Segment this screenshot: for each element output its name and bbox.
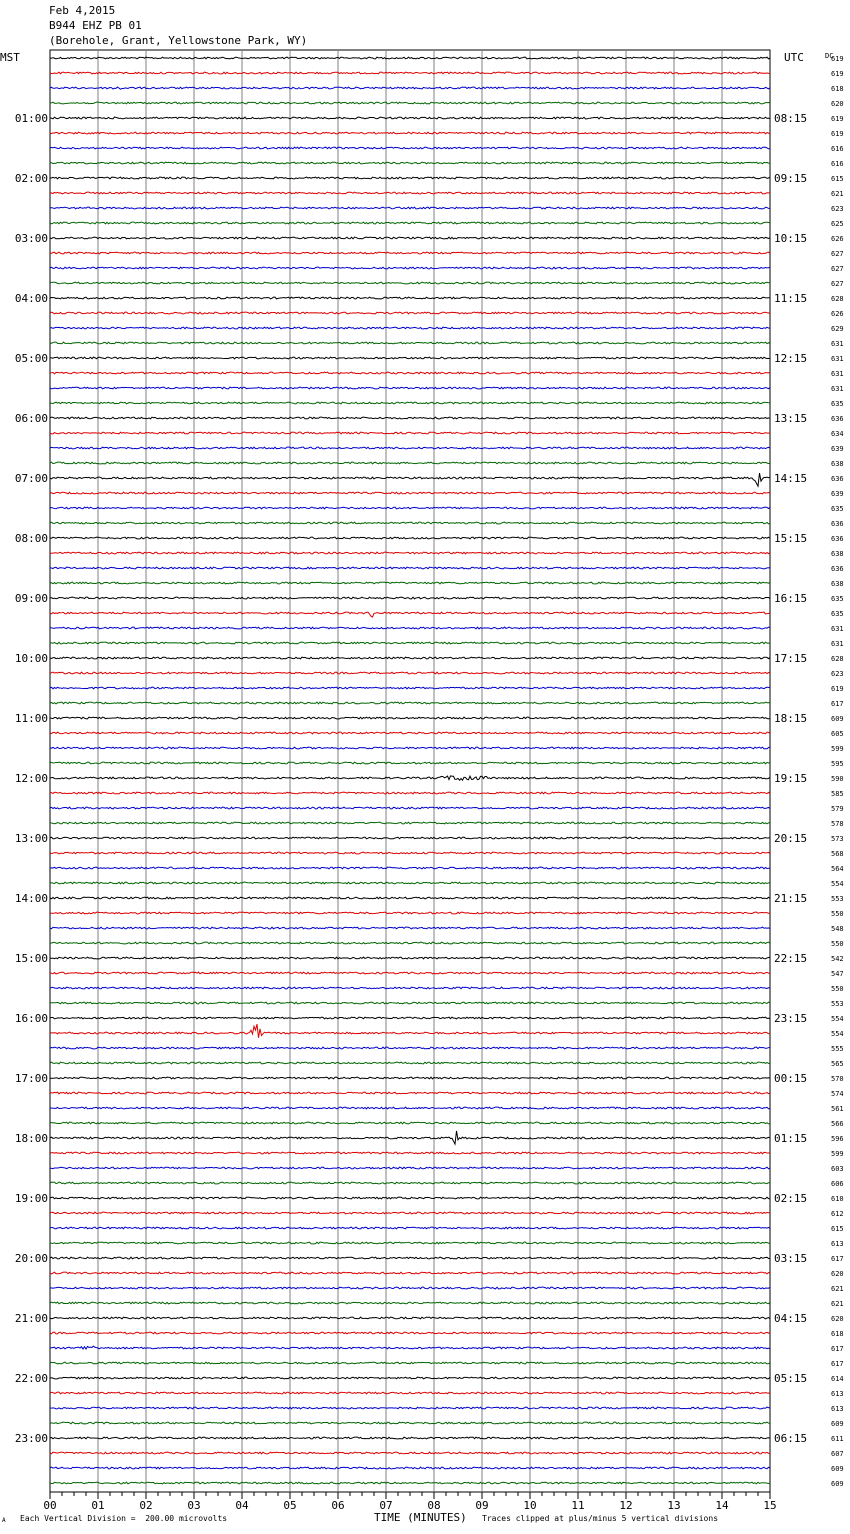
- trace-70: [50, 1092, 770, 1094]
- trace-92: [50, 1422, 770, 1424]
- trace-73: [50, 1131, 770, 1144]
- dc-offset-label: 542: [831, 955, 844, 963]
- station-location: (Borehole, Grant, Yellowstone Park, WY): [49, 34, 308, 47]
- trace-54: [50, 852, 770, 854]
- trace-55: [50, 867, 770, 869]
- x-tick-label: 11: [571, 1499, 585, 1512]
- trace-37: [50, 597, 770, 599]
- right-timezone-label: UTC: [784, 51, 804, 64]
- trace-57: [50, 897, 770, 899]
- left-hour-label: 19:00: [14, 1192, 48, 1205]
- left-hour-label: 15:00: [14, 952, 48, 965]
- dc-offset-label: 579: [831, 805, 844, 813]
- dc-offset-label: 610: [831, 1195, 844, 1203]
- trace-23: [50, 387, 770, 389]
- dc-offset-label: 603: [831, 1165, 844, 1173]
- dc-offset-label: 635: [831, 505, 844, 513]
- dc-offset-label: 561: [831, 1105, 844, 1113]
- dc-column-label: DC: [825, 52, 834, 60]
- trace-20: [50, 342, 770, 344]
- trace-71: [50, 1107, 770, 1109]
- trace-39: [50, 627, 770, 629]
- dc-offset-label: 554: [831, 880, 844, 888]
- trace-30: [50, 492, 770, 494]
- right-hour-label: 14:15: [774, 472, 808, 485]
- dc-offset-label: 550: [831, 910, 844, 918]
- plot-frame: [50, 50, 770, 1492]
- trace-49: [50, 776, 770, 780]
- dc-offset-label: 611: [831, 1435, 844, 1443]
- dc-offset-label: 553: [831, 895, 844, 903]
- trace-63: [50, 987, 770, 989]
- dc-offset-label: 623: [831, 670, 844, 678]
- left-hour-label: 18:00: [14, 1132, 48, 1145]
- dc-offset-label: 550: [831, 940, 844, 948]
- dc-offset-label: 621: [831, 1300, 844, 1308]
- dc-offset-label: 606: [831, 1180, 844, 1188]
- right-hour-label: 13:15: [774, 412, 808, 425]
- left-hour-label: 21:00: [14, 1312, 48, 1325]
- dc-offset-label: 638: [831, 580, 844, 588]
- dc-offset-label: 566: [831, 1120, 844, 1128]
- trace-56: [50, 882, 770, 884]
- dc-offset-label: 618: [831, 1330, 844, 1338]
- dc-offset-label: 631: [831, 355, 844, 363]
- trace-21: [50, 357, 770, 359]
- x-axis-label: TIME (MINUTES): [374, 1511, 467, 1524]
- right-hour-label: 15:15: [774, 532, 808, 545]
- dc-offset-label: 619: [831, 130, 844, 138]
- trace-7: [50, 147, 770, 149]
- left-hour-label: 17:00: [14, 1072, 48, 1085]
- dc-offset-label: 625: [831, 220, 844, 228]
- trace-88: [50, 1362, 770, 1364]
- dc-offset-label: 636: [831, 520, 844, 528]
- trace-13: [50, 237, 770, 239]
- trace-85: [50, 1317, 770, 1319]
- trace-44: [50, 702, 770, 704]
- right-hour-label: 17:15: [774, 652, 808, 665]
- trace-41: [50, 657, 770, 659]
- right-hour-label: 02:15: [774, 1192, 808, 1205]
- x-tick-label: 03: [187, 1499, 201, 1512]
- left-hour-label: 03:00: [14, 232, 48, 245]
- trace-14: [50, 252, 770, 254]
- dc-offset-label: 620: [831, 100, 844, 108]
- trace-51: [50, 807, 770, 809]
- left-hour-label: 09:00: [14, 592, 48, 605]
- right-hour-label: 16:15: [774, 592, 808, 605]
- trace-10: [50, 192, 770, 194]
- trace-64: [50, 1002, 770, 1004]
- right-hour-label: 20:15: [774, 832, 808, 845]
- trace-8: [50, 162, 770, 164]
- dc-offset-label: 612: [831, 1210, 844, 1218]
- left-hour-label: 07:00: [14, 472, 48, 485]
- trace-35: [50, 567, 770, 569]
- right-hour-label: 03:15: [774, 1252, 808, 1265]
- trace-84: [50, 1302, 770, 1304]
- dc-offset-label: 605: [831, 730, 844, 738]
- dc-offset-label: 621: [831, 190, 844, 198]
- right-hour-label: 21:15: [774, 892, 808, 905]
- dc-offset-label: 636: [831, 565, 844, 573]
- trace-29: [50, 473, 770, 486]
- trace-1: [50, 57, 770, 59]
- trace-78: [50, 1212, 770, 1214]
- trace-96: [50, 1482, 770, 1484]
- dc-offset-label: 619: [831, 115, 844, 123]
- dc-offset-label: 574: [831, 1090, 844, 1098]
- left-hour-label: 14:00: [14, 892, 48, 905]
- trace-67: [50, 1047, 770, 1049]
- dc-offset-label: 635: [831, 595, 844, 603]
- right-hour-label: 11:15: [774, 292, 808, 305]
- trace-75: [50, 1167, 770, 1169]
- station-id: B944 EHZ PB 01: [49, 19, 142, 32]
- dc-offset-label: 613: [831, 1405, 844, 1413]
- dc-offset-label: 617: [831, 1345, 844, 1353]
- dc-offset-label: 547: [831, 970, 844, 978]
- trace-69: [50, 1077, 770, 1079]
- dc-offset-label: 631: [831, 340, 844, 348]
- dc-offset-label: 553: [831, 1000, 844, 1008]
- right-hour-label: 00:15: [774, 1072, 808, 1085]
- dc-offset-label: 550: [831, 985, 844, 993]
- dc-offset-label: 617: [831, 1360, 844, 1368]
- dc-offset-label: 631: [831, 640, 844, 648]
- trace-40: [50, 642, 770, 644]
- trace-19: [50, 327, 770, 329]
- trace-82: [50, 1272, 770, 1274]
- trace-16: [50, 282, 770, 284]
- dc-offset-label: 609: [831, 1465, 844, 1473]
- right-hour-label: 22:15: [774, 952, 808, 965]
- x-tick-label: 08: [427, 1499, 441, 1512]
- trace-62: [50, 972, 770, 974]
- trace-12: [50, 222, 770, 224]
- trace-58: [50, 912, 770, 914]
- right-hour-label: 10:15: [774, 232, 808, 245]
- left-hour-label: 01:00: [14, 112, 48, 125]
- dc-offset-label: 613: [831, 1390, 844, 1398]
- x-tick-label: 01: [91, 1499, 105, 1512]
- dc-offset-label: 636: [831, 415, 844, 423]
- trace-61: [50, 957, 770, 959]
- x-tick-label: 00: [43, 1499, 57, 1512]
- dc-offset-label: 636: [831, 475, 844, 483]
- trace-5: [50, 117, 770, 119]
- trace-group: [50, 57, 770, 1484]
- trace-50: [50, 792, 770, 794]
- dc-offset-label: 619: [831, 70, 844, 78]
- dc-offset-label: 629: [831, 325, 844, 333]
- trace-25: [50, 417, 770, 419]
- x-tick-label: 14: [715, 1499, 729, 1512]
- trace-66: [50, 1024, 770, 1038]
- trace-76: [50, 1182, 770, 1184]
- trace-3: [50, 87, 770, 89]
- dc-offset-label: 628: [831, 295, 844, 303]
- x-tick-label: 15: [763, 1499, 777, 1512]
- left-timezone-label: MST: [0, 51, 20, 64]
- dc-offset-label: 620: [831, 1315, 844, 1323]
- dc-offset-label: 636: [831, 535, 844, 543]
- dc-offset-label: 619: [831, 685, 844, 693]
- x-tick-label: 10: [523, 1499, 537, 1512]
- dc-offset-label: 564: [831, 865, 844, 873]
- trace-38: [50, 612, 770, 617]
- left-hour-label: 05:00: [14, 352, 48, 365]
- left-hour-label: 06:00: [14, 412, 48, 425]
- left-hour-label: 13:00: [14, 832, 48, 845]
- dc-offset-label: 634: [831, 430, 844, 438]
- left-hour-label: 12:00: [14, 772, 48, 785]
- dc-offset-label: 631: [831, 625, 844, 633]
- x-tick-label: 09: [475, 1499, 489, 1512]
- right-hour-label: 06:15: [774, 1432, 808, 1445]
- left-hour-label: 23:00: [14, 1432, 48, 1445]
- clipping-note: Traces clipped at plus/minus 5 vertical divisions: [482, 1514, 719, 1523]
- left-hour-label: 04:00: [14, 292, 48, 305]
- x-tick-label: 13: [667, 1499, 681, 1512]
- trace-53: [50, 837, 770, 839]
- left-hour-label: 22:00: [14, 1372, 48, 1385]
- trace-60: [50, 942, 770, 944]
- dc-offset-label: 623: [831, 205, 844, 213]
- trace-33: [50, 537, 770, 539]
- record-date: Feb 4,2015: [49, 4, 116, 17]
- dc-offset-label: 585: [831, 790, 844, 798]
- trace-47: [50, 747, 770, 749]
- dc-offset-label: 631: [831, 370, 844, 378]
- label-group: [15, 55, 844, 1512]
- dc-offset-label: 609: [831, 1420, 844, 1428]
- trace-74: [50, 1152, 770, 1154]
- trace-9: [50, 177, 770, 179]
- dc-offset-label: 573: [831, 835, 844, 843]
- trace-43: [50, 687, 770, 689]
- trace-94: [50, 1452, 770, 1454]
- dc-offset-label: 568: [831, 850, 844, 858]
- trace-31: [50, 507, 770, 509]
- left-hour-label: 10:00: [14, 652, 48, 665]
- left-hour-label: 16:00: [14, 1012, 48, 1025]
- trace-86: [50, 1332, 770, 1334]
- trace-79: [50, 1227, 770, 1229]
- dc-offset-label: 617: [831, 700, 844, 708]
- trace-95: [50, 1467, 770, 1469]
- dc-offset-label: 627: [831, 265, 844, 273]
- dc-offset-label: 616: [831, 160, 844, 168]
- dc-offset-label: 570: [831, 1075, 844, 1083]
- right-hour-label: 05:15: [774, 1372, 808, 1385]
- right-hour-label: 19:15: [774, 772, 808, 785]
- dc-offset-label: 613: [831, 1240, 844, 1248]
- dc-offset-label: 565: [831, 1060, 844, 1068]
- dc-offset-label: 627: [831, 280, 844, 288]
- dc-offset-label: 599: [831, 745, 844, 753]
- x-tick-label: 04: [235, 1499, 249, 1512]
- trace-36: [50, 582, 770, 584]
- dc-offset-label: 548: [831, 925, 844, 933]
- trace-91: [50, 1407, 770, 1409]
- dc-offset-label: 554: [831, 1030, 844, 1038]
- trace-90: [50, 1392, 770, 1394]
- dc-offset-label: 615: [831, 175, 844, 183]
- trace-89: [50, 1377, 770, 1379]
- x-tick-label: 05: [283, 1499, 297, 1512]
- left-hour-label: 20:00: [14, 1252, 48, 1265]
- dc-offset-label: 618: [831, 85, 844, 93]
- x-tick-label: 07: [379, 1499, 393, 1512]
- x-tick-label: 12: [619, 1499, 633, 1512]
- dc-offset-label: 619: [831, 55, 844, 63]
- trace-2: [50, 72, 770, 74]
- trace-87: [50, 1346, 770, 1349]
- dc-offset-label: 621: [831, 1285, 844, 1293]
- dc-offset-label: 639: [831, 490, 844, 498]
- dc-offset-label: 616: [831, 145, 844, 153]
- dc-offset-label: 578: [831, 820, 844, 828]
- trace-59: [50, 927, 770, 929]
- trace-48: [50, 762, 770, 764]
- dc-offset-label: 607: [831, 1450, 844, 1458]
- trace-52: [50, 822, 770, 824]
- dc-offset-label: 639: [831, 445, 844, 453]
- trace-22: [50, 372, 770, 374]
- trace-65: [50, 1017, 770, 1019]
- left-hour-label: 08:00: [14, 532, 48, 545]
- dc-offset-label: 614: [831, 1375, 844, 1383]
- trace-83: [50, 1287, 770, 1289]
- trace-81: [50, 1257, 770, 1259]
- dc-offset-label: 638: [831, 550, 844, 558]
- dc-offset-label: 596: [831, 1135, 844, 1143]
- trace-18: [50, 312, 770, 314]
- trace-17: [50, 297, 770, 299]
- trace-72: [50, 1122, 770, 1124]
- vertical-division-note: Each Vertical Division = 200.00 microvolts: [20, 1514, 228, 1523]
- trace-15: [50, 267, 770, 269]
- trace-28: [50, 462, 770, 464]
- trace-24: [50, 402, 770, 404]
- dc-offset-label: 626: [831, 235, 844, 243]
- trace-77: [50, 1197, 770, 1199]
- trace-4: [50, 102, 770, 104]
- dc-offset-label: 555: [831, 1045, 844, 1053]
- dc-offset-label: 609: [831, 715, 844, 723]
- dc-offset-label: 609: [831, 1480, 844, 1488]
- trace-80: [50, 1242, 770, 1244]
- right-hour-label: 18:15: [774, 712, 808, 725]
- trace-68: [50, 1062, 770, 1064]
- left-hour-label: 11:00: [14, 712, 48, 725]
- left-hour-label: 02:00: [14, 172, 48, 185]
- x-tick-label: 02: [139, 1499, 153, 1512]
- dc-offset-label: 599: [831, 1150, 844, 1158]
- trace-34: [50, 552, 770, 554]
- trace-6: [50, 132, 770, 134]
- dc-offset-label: 590: [831, 775, 844, 783]
- dc-offset-label: 615: [831, 1225, 844, 1233]
- dc-offset-label: 628: [831, 655, 844, 663]
- dc-offset-label: 627: [831, 250, 844, 258]
- dc-offset-label: 595: [831, 760, 844, 768]
- right-hour-label: 12:15: [774, 352, 808, 365]
- right-hour-label: 08:15: [774, 112, 808, 125]
- dc-offset-label: 554: [831, 1015, 844, 1023]
- trace-93: [50, 1437, 770, 1439]
- dc-offset-label: 635: [831, 610, 844, 618]
- x-tick-label: 06: [331, 1499, 345, 1512]
- dc-offset-label: 617: [831, 1255, 844, 1263]
- right-hour-label: 04:15: [774, 1312, 808, 1325]
- trace-45: [50, 717, 770, 719]
- right-hour-label: 01:15: [774, 1132, 808, 1145]
- trace-32: [50, 522, 770, 524]
- right-hour-label: 09:15: [774, 172, 808, 185]
- trace-27: [50, 447, 770, 449]
- dc-offset-label: 620: [831, 1270, 844, 1278]
- dc-offset-label: 638: [831, 460, 844, 468]
- trace-11: [50, 207, 770, 209]
- trace-26: [50, 432, 770, 434]
- right-hour-label: 23:15: [774, 1012, 808, 1025]
- trace-46: [50, 732, 770, 734]
- dc-offset-label: 631: [831, 385, 844, 393]
- dc-offset-label: 635: [831, 400, 844, 408]
- trace-42: [50, 672, 770, 674]
- dc-offset-label: 626: [831, 310, 844, 318]
- corner-mark: A: [2, 1517, 6, 1524]
